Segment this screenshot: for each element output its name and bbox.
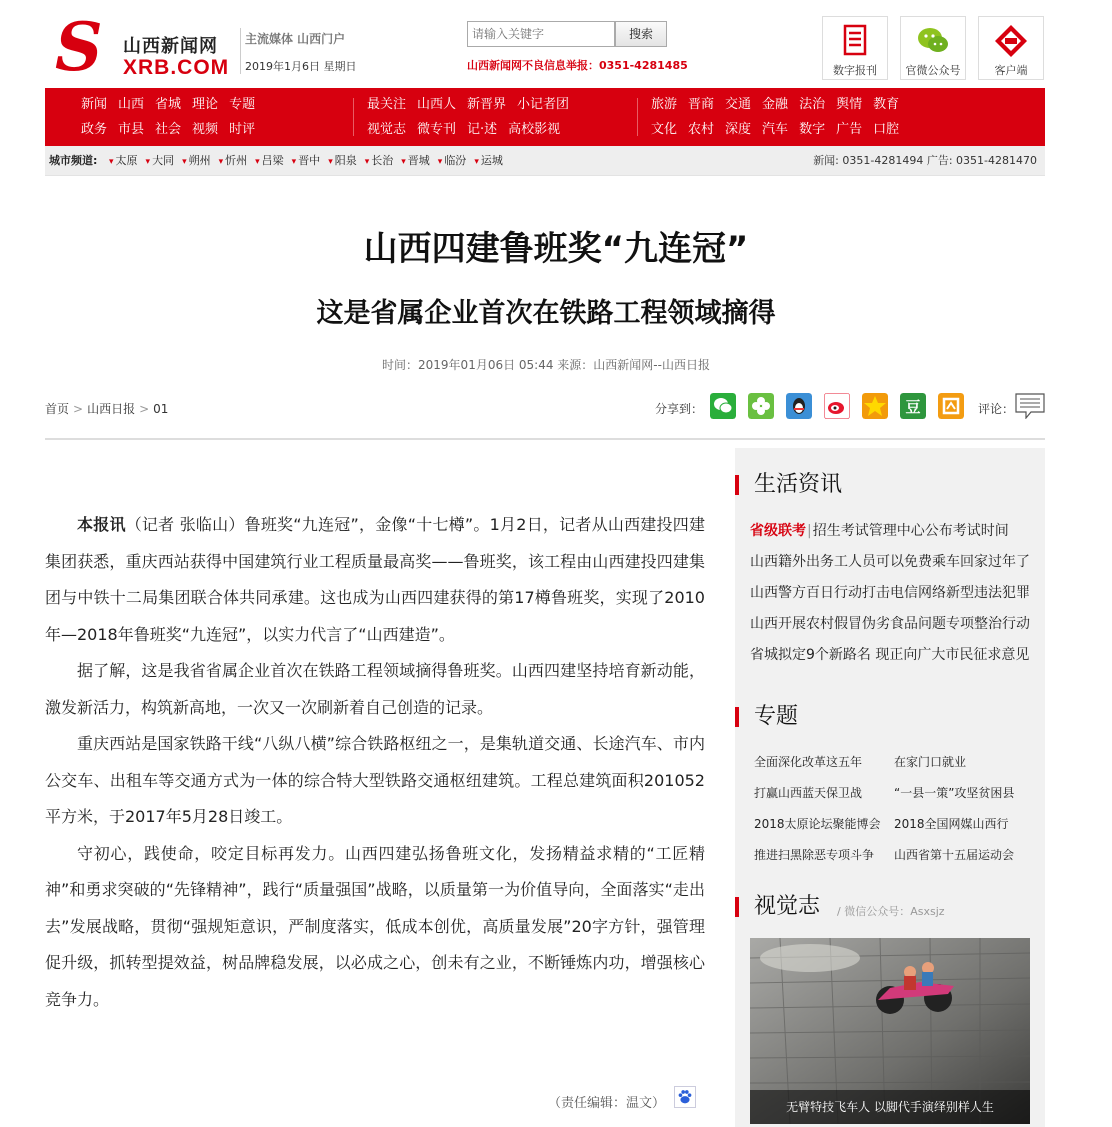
breadcrumb-section[interactable]: 山西日报 xyxy=(87,402,136,416)
visual-photo[interactable] xyxy=(750,938,1030,1124)
section-title: 生活资讯 xyxy=(754,472,843,497)
newspaper-icon xyxy=(837,23,873,59)
city-item[interactable]: ▾ 长治 xyxy=(365,154,394,167)
section-title: 专题 xyxy=(754,704,799,729)
icon-label: 数字报刊 xyxy=(833,64,877,77)
nav-item[interactable]: 最关注 xyxy=(367,97,407,112)
topic-link[interactable]: 山西省第十五届运动会 xyxy=(894,848,1015,862)
logo-text-cn: 山西新闻网 xyxy=(123,36,218,57)
city-item[interactable]: ▾ 晋中 xyxy=(292,154,321,167)
article-meta: 时间：2019年01月06日 05:44 来源：山西新闻网--山西日报 xyxy=(382,358,710,372)
logo-text-en: XRB.COM xyxy=(123,56,230,79)
nav-item[interactable]: 社会 xyxy=(155,122,182,137)
nav-item[interactable]: 视觉志 xyxy=(367,122,407,137)
topic-link[interactable]: 2018太原论坛聚能博会 xyxy=(754,817,881,831)
nav-item[interactable]: 政务 xyxy=(81,122,108,137)
icon-label: 官微公众号 xyxy=(905,64,961,77)
life-section-header xyxy=(735,470,1045,500)
wechat-icon xyxy=(915,23,951,59)
news-divider: | xyxy=(807,523,812,539)
news-tag[interactable]: 省级联考 xyxy=(750,523,806,539)
share-qq-icon[interactable] xyxy=(786,393,812,419)
icon-label: 客户端 xyxy=(994,64,1028,77)
news-title[interactable]: 招生考试管理中心公布考试时间 xyxy=(812,523,1009,539)
topic-link[interactable]: 在家门口就业 xyxy=(894,755,967,769)
news-item[interactable]: 山西籍外出务工人员可以免费乘车回家过年了 xyxy=(750,554,1030,570)
share-renren-icon[interactable] xyxy=(938,393,964,419)
city-item[interactable]: ▾ 大同 xyxy=(146,154,175,167)
section-marker xyxy=(735,707,739,727)
city-list xyxy=(109,152,511,168)
digital-newspaper-button[interactable] xyxy=(822,16,888,80)
news-item[interactable] xyxy=(750,520,1040,540)
news-item[interactable]: 山西开展农村假冒伪劣食品问题专项整治行动 xyxy=(750,616,1030,632)
article-body xyxy=(45,507,705,1018)
slogan: 主流媒体 山西门户 xyxy=(245,32,346,46)
nav-item[interactable]: 微专刊 xyxy=(417,122,457,137)
breadcrumb xyxy=(45,400,168,417)
app-icon xyxy=(993,23,1029,59)
visual-section-header xyxy=(735,892,1045,922)
breadcrumb-separator-icon: > xyxy=(73,402,84,416)
paragraph-text: （记者 张临山）鲁班奖“九连冠”，金像“十七樽”。1月2日，记者从山西建投四建集团获悉，重庆西站获得中国建筑行业工程质量最高奖——鲁班奖，该工程由山西建投四建集团与中铁十二局集团联合体共同承建。这也成为山西四建获得的第17樽鲁班奖，实现了2010年—2018年鲁班奖“九连冠”，以实力代言了“山西建造”。 xyxy=(45,515,705,644)
article-title: 山西四建鲁班奖“九连冠” xyxy=(363,229,749,269)
nav-item[interactable]: 小记者团 xyxy=(517,97,570,112)
nav-group-3 xyxy=(651,94,910,144)
breadcrumb-page[interactable]: 01 xyxy=(153,402,169,416)
current-date: 2019年1月6日 星期日 xyxy=(245,60,357,73)
report-hotline: 山西新闻网不良信息举报：0351-4281485 xyxy=(467,59,688,72)
nav-divider xyxy=(353,98,354,136)
article-paragraph: 守初心，践使命，咬定目标再发力。山西四建弘扬鲁班文化，发扬精益求精的“工匠精神”和勇求突破的“先锋精神”，践行“质量强国”战略，以质量第一为价值导向，全面落实“走出去”发展战略，贯彻“强规矩意识，严制度落实，低成本创优，高质量发展”20字方针，强管理促升级，抓转型提效益，树品牌稳发展，以必成之心，创未有之业，不断锤炼内功，增强核心竞争力。 xyxy=(45,843,705,1009)
nav-item[interactable]: 交通 xyxy=(725,97,752,112)
article-paragraph: 据了解，这是我省省属企业首次在铁路工程领域摘得鲁班奖。山西四建坚持培育新动能，激发新活力，构筑新高地，一次又一次刷新着自己创造的记录。 xyxy=(45,661,705,717)
nav-item[interactable]: 文化 xyxy=(651,122,678,137)
nav-item[interactable]: 法治 xyxy=(799,97,826,112)
share-douban-icon[interactable] xyxy=(900,393,926,419)
site-header xyxy=(45,0,1045,88)
section-title: 视觉志 xyxy=(754,894,821,919)
comment-label: 评论： xyxy=(978,402,1015,416)
nav-item[interactable]: 汽车 xyxy=(762,122,789,137)
nav-item[interactable]: 理论 xyxy=(192,97,219,112)
city-item[interactable]: ▾ 太原 xyxy=(109,154,138,167)
breadcrumb-separator-icon: > xyxy=(139,402,150,416)
nav-item[interactable]: 省城 xyxy=(155,97,182,112)
nav-group-1 xyxy=(81,94,266,144)
nav-item[interactable]: 晋商 xyxy=(688,97,715,112)
share-qzone-icon[interactable] xyxy=(862,393,888,419)
nav-item[interactable]: 视频 xyxy=(192,122,219,137)
svg-text:豆: 豆 xyxy=(905,398,921,416)
article-paragraph: 重庆西站是国家铁路干线“八纵八横”综合铁路枢纽之一，是集轨道交通、长途汽车、市内公交车、出租车等交通方式为一体的综合特大型铁路交通枢纽建筑。工程总建筑面积201052平方米，于2017年5月28日竣工。 xyxy=(45,734,705,826)
header-divider-rule xyxy=(45,438,1045,440)
site-logo[interactable] xyxy=(55,8,235,86)
nav-item[interactable]: 教育 xyxy=(873,97,900,112)
nav-item[interactable]: 记·述 xyxy=(467,122,498,137)
article-paragraph xyxy=(45,507,705,653)
app-client-button[interactable] xyxy=(978,16,1044,80)
search-input[interactable] xyxy=(467,21,615,47)
news-item[interactable]: 山西警方百日行动打击电信网络新型违法犯罪 xyxy=(750,585,1030,601)
city-item[interactable]: ▾ 运城 xyxy=(474,154,503,167)
share-pengyouquan-icon[interactable] xyxy=(748,393,774,419)
baidu-paw-icon[interactable] xyxy=(674,1086,696,1108)
section-marker xyxy=(735,897,739,917)
topic-link[interactable]: 推进扫黑除恶专项斗争 xyxy=(754,848,875,862)
responsible-editor: （责任编辑：温文） xyxy=(548,1096,666,1111)
share-label: 分享到： xyxy=(655,402,704,416)
nav-item[interactable]: 山西 xyxy=(118,97,145,112)
nav-item[interactable]: 金融 xyxy=(762,97,789,112)
contact-phones: 新闻: 0351-4281494 广告: 0351-4281470 xyxy=(813,154,1037,167)
article-lead: 本报讯 xyxy=(77,515,126,534)
nav-item[interactable]: 山西人 xyxy=(417,97,457,112)
sidebar xyxy=(735,448,1045,1127)
share-weibo-icon[interactable] xyxy=(824,393,850,419)
photo-caption[interactable]: 无臂特技飞车人 以脚代手演绎别样人生 xyxy=(750,1090,1030,1124)
comment-icon[interactable] xyxy=(1015,393,1045,419)
wechat-official-button[interactable] xyxy=(900,16,966,80)
city-channel-bar xyxy=(45,146,1045,176)
nav-divider xyxy=(637,98,638,136)
city-item[interactable]: ▾ 忻州 xyxy=(219,154,248,167)
nav-item[interactable]: 专题 xyxy=(229,97,256,112)
section-marker xyxy=(735,475,739,495)
city-item[interactable]: ▾ 吕梁 xyxy=(255,154,284,167)
topic-link[interactable]: 2018全国网媒山西行 xyxy=(894,817,1009,831)
nav-item[interactable]: 旅游 xyxy=(651,97,678,112)
nav-item[interactable]: 口腔 xyxy=(873,122,900,137)
topic-link[interactable]: 打赢山西蓝天保卫战 xyxy=(754,786,863,800)
nav-item[interactable]: 农村 xyxy=(688,122,715,137)
share-wechat-icon[interactable] xyxy=(710,393,736,419)
logo-mark: S xyxy=(55,8,103,86)
nav-item[interactable]: 数字 xyxy=(799,122,826,137)
wechat-account-note: / 微信公众号：Asxsjz xyxy=(837,905,945,918)
search-button[interactable]: 搜索 xyxy=(615,21,667,47)
header-divider xyxy=(240,28,241,74)
city-channel-label: 城市频道: xyxy=(49,154,98,167)
city-item[interactable]: ▾ 阳泉 xyxy=(328,154,357,167)
nav-item[interactable]: 时评 xyxy=(229,122,256,137)
topic-link[interactable]: “一县一策”攻坚贫困县 xyxy=(894,786,1015,800)
nav-item[interactable]: 市县 xyxy=(118,122,145,137)
topic-link[interactable]: 全面深化改革这五年 xyxy=(754,755,863,769)
city-item[interactable]: ▾ 临汾 xyxy=(438,154,467,167)
news-item[interactable]: 省城拟定9个新路名 现正向广大市民征求意见 xyxy=(750,647,1030,663)
nav-group-2 xyxy=(367,94,580,144)
nav-item[interactable]: 高校影视 xyxy=(508,122,561,137)
breadcrumb-home[interactable]: 首页 xyxy=(45,402,70,416)
article-subtitle: 这是省属企业首次在铁路工程领域摘得 xyxy=(316,298,776,329)
main-nav xyxy=(45,88,1045,146)
nav-item[interactable]: 新闻 xyxy=(81,97,108,112)
nav-item[interactable]: 舆情 xyxy=(836,97,863,112)
city-item[interactable]: ▾ 晋城 xyxy=(401,154,430,167)
nav-item[interactable]: 广告 xyxy=(836,122,863,137)
city-item[interactable]: ▾ 朔州 xyxy=(182,154,211,167)
nav-item[interactable]: 新晋界 xyxy=(467,97,507,112)
nav-item[interactable]: 深度 xyxy=(725,122,752,137)
topics-section-header xyxy=(735,702,1045,732)
